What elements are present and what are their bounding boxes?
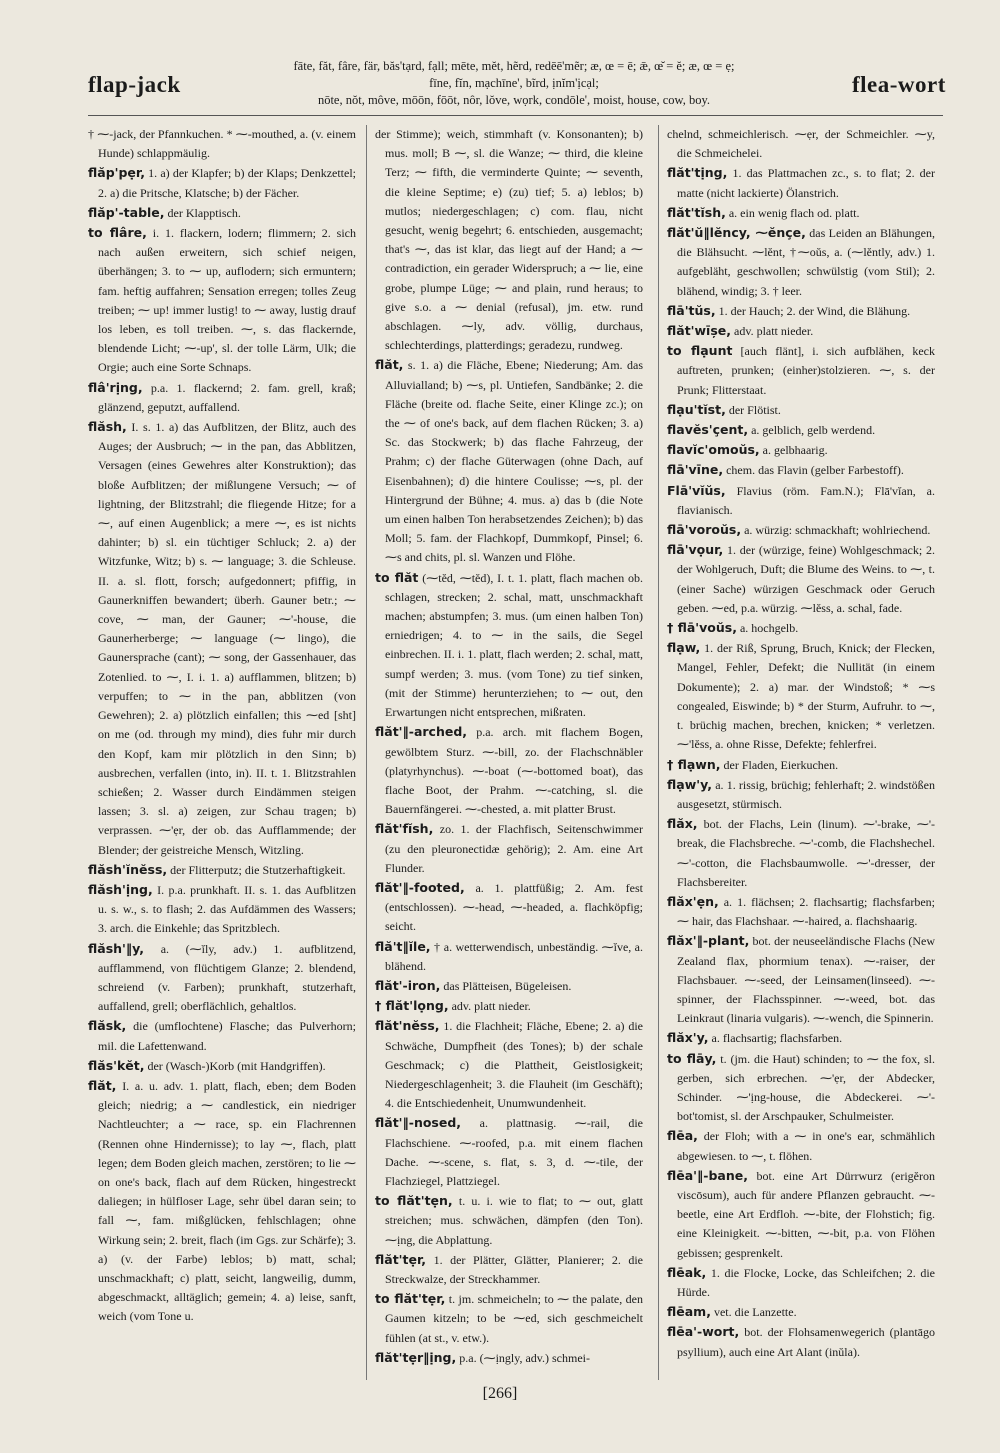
dictionary-entry — [667, 755, 935, 775]
dictionary-entry — [375, 1016, 643, 1113]
entry-headword: flēa'-wort, — [667, 1324, 740, 1340]
entry-definition: der Floh; with a ⁓ in one's ear, schmählich abgewiesen. to ⁓, t. flöhen. — [677, 1129, 935, 1163]
pronunciation-key-line: fīne, fĭn, mạchīne', bĩrd, ịnĭm'ịcạl; — [429, 76, 599, 90]
entry-headword: flăp'-table, — [88, 204, 165, 220]
entry-definition: a. würzig: schmackhaft; wohlriechend. — [744, 523, 931, 538]
dictionary-entry — [88, 1056, 356, 1076]
entry-definition: zo. 1. der Flachfisch, Seitenschwimmer (zu den pleuronectidæ gehörig); 2. Am. eine Art Flunder. — [385, 822, 643, 875]
entry-headword: flăt'nĕss, — [375, 1018, 440, 1034]
dictionary-entry — [88, 203, 356, 223]
pronunciation-key — [215, 58, 813, 109]
entry-definition: chem. das Flavin (gelber Farbestoff). — [726, 463, 904, 478]
entry-definition: s. 1. a) die Fläche, Ebene; Niederung; Am. das Alluvialland; b) ⁓s, pl. Untiefen, Sandbänke; 2. die Fläche (breite od. flache Seite, einer Klinge zc.); on the ⁓ of one's back, auf dem flachen Rücken; 3. a) Sc. das Stockwerk; b) das flache Fahrzeug, der Prahm; c) der flache Güterwagen (ohne Dach, auf Eisenbahnen); d) die hintere Coulisse; ⁓s, pl. der Hintergrund der Bühne; 4. mus. a) das b (die Note um einen halben Ton herabsetzendes Zeichen); b) das Moll; 5. fam. der Flachkopf, Dummkopf, Pinsel; 6. ⁓s and chits, pl. sl. Wanzen und Flöhe. — [385, 358, 643, 565]
entry-definition: der Flötist. — [728, 402, 781, 417]
entry-headword: flăt'tịng, — [667, 165, 728, 181]
dictionary-entry — [88, 939, 356, 1017]
dictionary-entry — [88, 223, 356, 378]
entry-definition: bot. der Flohsamenwegerich (plantāgo psyllium), auch eine Art Alant (inŭla). — [677, 1325, 935, 1359]
dictionary-entry — [375, 1113, 643, 1191]
header-rule — [88, 115, 943, 116]
entry-headword: flăt'‖-nosed, — [375, 1115, 462, 1131]
dictionary-entry — [667, 400, 935, 420]
entry-headword: flăsh'‖y, — [88, 940, 145, 956]
entry-headword: † flā'voŭs, — [667, 620, 737, 636]
entry-definition: † ⁓-jack, der Pfannkuchen. * ⁓-mouthed, a. (v. einem Hunde) schlappmäulig. — [88, 127, 356, 161]
entry-definition: vet. die Lanzette. — [713, 1305, 797, 1320]
entry-definition: das Plätteisen, Bügeleisen. — [443, 978, 572, 993]
dictionary-entry — [667, 618, 935, 638]
dictionary-entry — [88, 1016, 356, 1055]
entry-headword: † flạwn, — [667, 756, 721, 772]
dictionary-entry — [667, 1166, 935, 1263]
entry-headword: flăt'-iron, — [375, 977, 441, 993]
column-right — [667, 125, 935, 1380]
entry-headword: flăsk, — [88, 1018, 127, 1034]
entry-definition: I. a. u. adv. 1. platt, flach, eben; dem Boden gleich; niedrig; a ⁓ candlestick, ein niedriger Nachtleuchter; a ⁓ race, sp. ein Flachrennen (Rennen ohne Hindernisse); to lay ⁓, flach, platt legen; dem Boden gleich machen, zerstören; to lie ⁓ on one's back, flach auf dem Rücken, hingestreckt daliegen; in hülfloser Lage, sehr übel daran sein; to fall ⁓, fam. mißglücken, fehlschlagen; ohne Wirkung sein; 2. breit, flach (im Ggs. zur Schärfe); 3. a) (v. der Farbe) leblos; b) matt, schal; unschmackhaft; c) platt, seicht, langweilig, dumm, abgeschmackt, alltäglich; gemein; 4. a) leise, sanft, weich (vom Tone u. — [98, 1078, 356, 1324]
dictionary-entry — [375, 1289, 643, 1348]
dictionary-entry — [667, 460, 935, 480]
dictionary-entry — [88, 860, 356, 880]
entry-definition: I. s. 1. a) das Aufblitzen, der Blitz, auch des Auges; der Ausbruch; ⁓ in the pan, das Abblitzen, Versagen (eines Gewehres alter Konstruktion); das bloße Aufblitzen; der mißlungene Versuch; ⁓ of lightning, der Blitzstrahl; die fliegende Hitze; for a ⁓, auf einen Augenblick; a mere ⁓, es ist nichts dahinter; b) sl. ein tüchtiger Schluck; 2. a) der Witzfunke, Witz; b) s. ⁓ language; 3. die Schleuse. II. a. sl. flott, forsch; aufgedonnert; pfiffig, in Gaunerkniffen bewandert; überh. Gauner betr.; ⁓ cove, ⁓ man, der Gauner; ⁓'-house, die Gaunerherberge; ⁓ language (⁓ lingo), die Gaunersprache (cant); ⁓ song, der Gassenhauer, das Zotenlied. to ⁓, I. i. 1. a) aufflammen, blitzen; b) verpuffen; to ⁓ in the pan, abblitzen (von Gewehren); 2. a) plötzlich einfallen; this ⁓ed [sht] on me (od. through my mind), dies fuhr mir durch den Kopf, kam mir plötzlich in den Sinn; b) ausbrechen, verfallen (into, in). II. t. 1. Blitzstrahlen schießen; 2. Wasser durch Eindämmen steigen lassen; 3. sl. a) zeigen, zur Schau tragen; b) verprassen. ⁓'ẹr, der ob. das Aufflammende; der Blender; der geistreiche Mensch, Witzling. — [98, 420, 356, 857]
entry-definition: a. ein wenig flach od. platt. — [728, 205, 860, 220]
dictionary-entry — [375, 996, 643, 1016]
entry-definition: a. 1. flächsen; 2. flachsartig; flachsfarben; ⁓ hair, das Flachshaar. ⁓-haired, a. flachshaarig. — [677, 894, 935, 929]
entry-headword: to flăt — [375, 569, 419, 585]
entry-headword: † flăt'lọng, — [375, 998, 449, 1014]
entry-definition: a. gelblich, gelb werdend. — [751, 423, 876, 438]
entry-definition: a. gelbhaarig. — [762, 443, 828, 458]
dictionary-entry — [667, 223, 935, 301]
entry-headword: to flâre, — [88, 225, 147, 241]
entry-headword: flăt'tẹr‖ịng, — [375, 1349, 457, 1365]
entry-headword: flăt'tẹr, — [375, 1251, 427, 1267]
pronunciation-key-line: nōte, nŏt, môve, mōōn, fōōt, nôr, lŏve, wọrk, condōle', moist, house, cow, boy. — [317, 93, 711, 107]
entry-definition: 1. das Plattmachen zc., s. to flat; 2. der matte (nicht lackierte) Ölanstrich. — [677, 166, 935, 200]
dictionary-entry — [375, 976, 643, 996]
entry-headword: flā'vīne, — [667, 462, 724, 478]
dictionary-entry — [375, 819, 643, 878]
entry-headword: flăt'‖-footed, — [375, 879, 465, 895]
entry-headword: flăt, — [88, 1077, 117, 1093]
entry-headword: flăsh, — [88, 419, 127, 435]
dictionary-entry — [667, 814, 935, 892]
entry-definition: der Stimme); weich, stimmhaft (v. Konsonanten); b) mus. moll; B ⁓, sl. die Wanze; ⁓ third, die kleine Terz; ⁓ fifth, die verminderte Quinte; ⁓ seventh, die kleine Septime; e) (zu) tief; 5. a) leblos; b) mutlos; niedergeschlagen; c) com. flau, nicht gesucht, wenig begehrt; 6. entschieden, ausgemacht; that's ⁓, das ist klar, das liegt auf der Hand; a ⁓ contradiction, ein gerader Widerspruch; a ⁓ lie, eine grobe, plumpe Lüge; ⁓ and plain, rund heraus; to give s.o. a ⁓ denial (refusal), jm. etw. rund abschlagen. ⁓ly, adv. völlig, durchaus, schlechterdings, platterdings; geradezu, rundweg. — [375, 127, 643, 353]
entry-headword: flēa'‖-bane, — [667, 1167, 748, 1183]
dictionary-entry — [375, 568, 643, 723]
entry-headword: flăt'fĭsh, — [375, 821, 434, 837]
entry-definition: 1. die Flocke, Locke, das Schleifchen; 2. die Hürde. — [677, 1265, 935, 1299]
entry-definition: der Fladen, Eierkuchen. — [723, 757, 839, 772]
dictionary-entry — [667, 420, 935, 440]
entry-definition: der Flitterputz; die Stutzerhaftigkeit. — [170, 862, 346, 877]
entry-headword: to flāy, — [667, 1050, 717, 1066]
dictionary-entry — [667, 1302, 935, 1322]
dictionary-entry — [88, 880, 356, 939]
entry-definition: bot. der neuseeländische Flachs (New Zealand flax, phormium tenax). ⁓-raiser, der Flachsbauer. ⁓-seed, der Leinsamen(linseed). ⁓-spinner, der Flachsspinner. ⁓-weed, bot. das Leinkraut (linaria vulgaris). ⁓-wench, die Spinnerin. — [677, 934, 935, 1026]
entry-definition: t. jm. schmeicheln; to ⁓ the palate, den Gaumen kitzeln; to be ⁓ed, sich geschmeichelt fühlen (at st., v. etw.). — [385, 1292, 643, 1345]
entry-headword: flā'vọur, — [667, 542, 724, 558]
entry-headword: Flā'vĭŭs, — [667, 482, 726, 498]
entry-headword: flăsh'ịng, — [88, 881, 153, 897]
dictionary-entry — [667, 301, 935, 321]
entry-headword: flăx'‖-plant, — [667, 933, 750, 949]
dictionary-entry — [667, 892, 935, 931]
entry-headword: to flăt'tẹr, — [375, 1291, 446, 1307]
entry-definition: [auch flänt], i. sich aufblähen, keck auftreten, prunken; (einher)stolzieren. ⁓, s. der Prunk; Flitterstaat. — [677, 344, 935, 397]
dictionary-entry — [375, 355, 643, 567]
dictionary-entry — [667, 1126, 935, 1165]
entry-definition: i. 1. flackern, lodern; flimmern; 2. sich nach außen erweitern, sich schief neigen, überhängen; 3. to ⁓ up, auflodern; sich ermuntern; fam. heftig auffahren; Sensation erregen; tolles Zeug treiben; ⁓ up! immer lustig! to ⁓ away, lustig drauf los leben, es toll treiben. ⁓, s. das flackernde, blendende Licht; ⁓-up', sl. der tolle Lärm, Ulk; die Orgie; auch eine Sorte Schnaps. — [98, 226, 356, 375]
dictionary-entry — [667, 1322, 935, 1361]
entry-definition: t. u. i. wie to flat; to ⁓ out, glatt streichen; mus. schwächen, dämpfen (den Ton). ⁓ịng, die Abplattung. — [385, 1194, 643, 1247]
dictionary-entry — [667, 1263, 935, 1302]
entry-headword: flēam, — [667, 1304, 711, 1320]
dictionary-entry — [667, 638, 935, 754]
entry-definition: der (Wasch-)Korb (mit Handgriffen). — [147, 1058, 326, 1073]
dictionary-entry — [375, 878, 643, 937]
entry-definition: chelnd, schmeichlerisch. ⁓ẹr, der Schmeichler. ⁓y, die Schmeichelei. — [667, 127, 935, 161]
entry-headword: flăt'wīșe, — [667, 323, 732, 339]
dictionary-entry — [375, 125, 643, 355]
page-number: [266] — [482, 1385, 518, 1402]
column-middle — [375, 125, 643, 1380]
dictionary-entry — [667, 440, 935, 460]
left-running-headword: flap-jack — [88, 72, 181, 97]
entry-definition: 1. a) der Klapfer; b) der Klaps; Denkzettel; 2. a) die Pritsche, Klatsche; b) der Fächer. — [98, 166, 356, 200]
entry-headword: to flạunt — [667, 343, 733, 359]
dictionary-entry — [667, 520, 935, 540]
dictionary-entry — [667, 481, 935, 520]
dictionary-entry — [375, 1250, 643, 1289]
entry-definition: a. hochgelb. — [739, 621, 799, 636]
entry-headword: flăt'‖-arched, — [375, 724, 468, 740]
right-running-headword: flea-wort — [852, 72, 946, 97]
entry-headword: flạw'y, — [667, 776, 713, 792]
dictionary-entry — [667, 203, 935, 223]
entry-headword: flā'voroŭs, — [667, 522, 742, 538]
entry-headword: flēak, — [667, 1264, 707, 1280]
entry-headword: flăt'tĭsh, — [667, 204, 726, 220]
dictionary-entry — [667, 163, 935, 202]
dictionary-entry — [375, 1348, 643, 1368]
entry-definition: a. plattnasig. ⁓-rail, die Flachschiene. ⁓-roofed, p.a. mit einem flachen Dache. ⁓-scene, s. flat, s. 3, d. ⁓-tile, der Flachziegel, Plattziegel. — [385, 1116, 643, 1188]
entry-headword: flavĭc'omoŭs, — [667, 442, 760, 458]
entry-definition: 1. der Riß, Sprung, Bruch, Knick; der Flecken, Mangel, Fehler, Defekt; die Nullität (in einem Dokumente); 2. a) mar. der Windstoß; * ⁓s congealed, Eiswinde; b) * der Sturm, Aufruhr. to ⁓, t. brüchig machen, brechen, knicken; * verletzen. ⁓'lĕss, a. ohne Risse, Defekte; fehlerfrei. — [677, 641, 935, 752]
entry-headword: flēa, — [667, 1128, 698, 1144]
dictionary-entry — [375, 722, 643, 819]
entry-headword: flavĕs'çent, — [667, 422, 749, 438]
dictionary-entry — [88, 417, 356, 860]
dictionary-entry — [88, 378, 356, 417]
entry-definition: 1. der (würzige, feine) Wohlgeschmack; 2. der Wohlgeruch, Duft; die Blume des Weins. to ⁓, t. (einer Sache) würzigen Geschmack oder Geruch geben. ⁓ed, p.a. würzig. ⁓lĕss, a. schal, fade. — [677, 543, 935, 615]
dictionary-entry — [667, 1049, 935, 1127]
entry-definition: a. flachsartig; flachsfarben. — [711, 1031, 843, 1046]
entry-definition: p.a. arch. mit flachem Bogen, gewölbtem Sturz. ⁓-bill, zo. der Flachschnäbler (platyrhynchus). ⁓-boat (⁓-bottomed boat), das flache Boot, der Prahm. ⁓-catching, sl. die Bauernfängerei. ⁓-chested, a. mit platter Brust. — [385, 725, 643, 817]
entry-headword: flăs'kĕt, — [88, 1057, 145, 1073]
entry-headword: flăsh'ĭnĕss, — [88, 861, 168, 877]
entry-definition: der Klapptisch. — [167, 205, 241, 220]
entry-headword: flā'tŭs, — [667, 302, 716, 318]
dictionary-entry — [667, 540, 935, 618]
dictionary-entry — [667, 321, 935, 341]
dictionary-entry — [375, 937, 643, 976]
dictionary-entry — [667, 775, 935, 814]
entry-definition: das Leiden an Blähungen, die Blähsucht. ⁓lĕnt, †⁓oŭs, a. (⁓lĕntly, adv.) 1. aufgebläht, geschwollen; schwülstig (vom Stil); 2. blähend, windig; 3. † leer. — [677, 226, 935, 298]
entry-headword: flăx, — [667, 816, 698, 832]
entry-definition: a. 1. plattfüßig; 2. Am. fest (entschlossen). ⁓-head, ⁓-headed, a. flachköpfig; seicht. — [385, 880, 643, 934]
dictionary-entry — [88, 125, 356, 163]
entry-definition: (⁓tĕd, ⁓tĕd), I. t. 1. platt, flach machen ob. schlagen, strecken; 2. schal, matt, unschmackhaft machen; abstumpfen; 3. mus. (um einen halben Ton) erniedrigen; 4. to ⁓ in the sails, die Segel einbrechen. II. i. 1. platt, flach werden; 2. schal, matt, sumpf werden; 3. mus. (vom Tone) zu tief sinken, (mit der Stimme) herunterziehen; to ⁓ out, den Erwartungen nicht entsprechen, mißraten. — [385, 570, 643, 720]
entry-headword: flạw, — [667, 640, 701, 656]
entry-headword: flăx'y, — [667, 1030, 709, 1046]
entry-headword: flăt, — [375, 357, 404, 373]
entry-definition: bot. der Flachs, Lein (linum). ⁓'-brake, ⁓'-break, die Flachsbreche. ⁓'-comb, die Flachshechel. ⁓'-cotton, die Flachsbaumwolle. ⁓'-dresser, der Flachsbereiter. — [677, 817, 935, 889]
dictionary-entry — [88, 163, 356, 202]
column-divider — [658, 125, 659, 1380]
entry-definition: 1. der Plätter, Glätter, Planierer; 2. die Streckwalze, der Streckhammer. — [385, 1252, 643, 1286]
entry-definition: bot. eine Art Dürrwurz (erigĕron viscōsum), auch für andere Pflanzen gebraucht. ⁓-beetle, eine Art Erdfloh. ⁓-bite, der Flohstich; fig. eine Kleinigkeit. ⁓-bitten, ⁓-bit, p.a. von Flöhen gebissen; gesprenkelt. — [677, 1168, 935, 1260]
entry-definition: t. (jm. die Haut) schinden; to ⁓ the fox, sl. gerben, sich erbrechen. ⁓'ẹr, der Abdecker, Schinder. ⁓'ịng-house, die Abdeckerei. ⁓'-bot'tomist, sl. der Arschpauker, Schulmeister. — [677, 1051, 935, 1124]
dictionary-entry — [375, 1191, 643, 1250]
dictionary-entry — [667, 1028, 935, 1048]
dictionary-entry — [667, 125, 935, 163]
entry-definition: 1. die Flachheit; Fläche, Ebene; 2. a) die Schwäche, Dumpfheit (des Tones); b) der schale Geschmack; c) die Plattheit, Geistlosigkeit; Niedergeschlagenheit; 3. die Flauheit (im Geschäft); 4. die Entschiedenheit, Unumwundenheit. — [385, 1019, 643, 1111]
entry-definition: a. 1. rissig, brüchig; fehlerhaft; 2. windstößen ausgesetzt, stürmisch. — [677, 777, 935, 811]
entry-definition: a. (⁓ĭly, adv.) 1. aufblitzend, aufflammend, von flüchtigem Glanze; 2. blendend, schreiend (v. Farben); prunkhaft, stutzerhaft, auffallend, grell; oberflächlich, gehaltlos. — [98, 941, 356, 1014]
entry-definition: adv. platt nieder. — [734, 324, 814, 339]
entry-definition: Flavius (röm. Fam.N.); Flā'vĭan, a. flavianisch. — [677, 483, 935, 517]
dictionary-entry — [88, 1076, 356, 1327]
entry-definition: p.a. 1. flackernd; 2. fam. grell, kraß; glänzend, geputzt, auffallend. — [98, 380, 356, 414]
pronunciation-key-line: fāte, făt, fâre, fär, băs'tạrd, fạll; mēte, mĕt, hẽrd, redēē'mẽr; æ, œ = ē; ǣ, œ̆ = ĕ; æ, œ = ẹ; — [293, 59, 735, 73]
dictionary-entry — [667, 341, 935, 400]
entry-definition: 1. der Hauch; 2. der Wind, die Blähung. — [718, 303, 911, 318]
entry-definition: adv. platt nieder. — [451, 999, 531, 1014]
entry-headword: flăt'ŭ‖lĕncy, ⁓ĕnçe, — [667, 225, 806, 241]
entry-definition: die (umflochtene) Flasche; das Pulverhorn; mil. die Lafettenwand. — [98, 1019, 356, 1053]
entry-headword: flăp'pẹr, — [88, 165, 145, 181]
entry-headword: flă't‖ĭle, — [375, 938, 431, 954]
entry-definition: p.a. (⁓ịngly, adv.) schmei- — [459, 1350, 590, 1365]
entry-headword: to flăt'tẹn, — [375, 1193, 453, 1209]
entry-definition: I. p.a. prunkhaft. II. s. 1. das Aufblitzen u. s. w., s. to flash; 2. das Aufdämmen des Wassers; 3. arch. die Einkehle; das Spritzblech. — [98, 882, 356, 936]
dictionary-entry — [667, 931, 935, 1028]
entry-headword: flâ'rịng, — [88, 379, 143, 395]
entry-headword: flạu'tĭst, — [667, 401, 726, 417]
entry-definition: † a. wetterwendisch, unbeständig. ⁓ĭve, a. blähend. — [385, 939, 643, 973]
entry-headword: flăx'ẹn, — [667, 893, 719, 909]
column-divider — [366, 125, 367, 1380]
column-left — [88, 125, 356, 1380]
